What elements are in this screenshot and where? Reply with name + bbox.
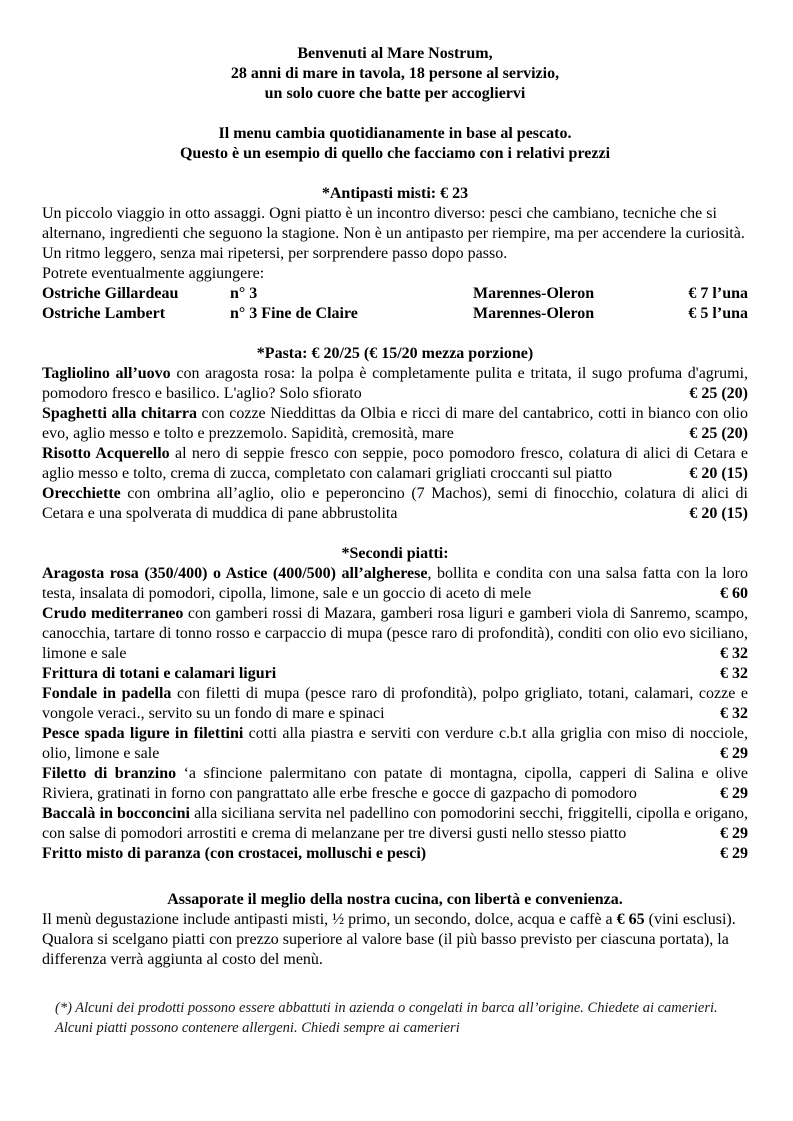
dish-description: con gamberi rossi di Mazara, gamberi rosa liguri e gamberi viola di Sanremo, scampo, canocchia, tartare di tonno rosso e carpaccio di mupa (pesce raro di profondità), conditi con olio evo siciliano, limone e sale (42, 605, 749, 662)
oyster-detail: n° 3 Fine de Claire (230, 305, 358, 322)
dish-pesce-spada (42, 724, 748, 764)
dish-name: Orecchiette (42, 485, 121, 502)
dish-description: con filetti di mupa (pesce raro di profondità), polpo grigliato, totani, calamari, cozze e vongole veraci., servito su un fondo di mare e spinaci (42, 685, 749, 722)
dish-price: € 60 (720, 585, 748, 602)
degustazione-text-after: (vini esclusi). Qualora si scelgano piatti con prezzo superiore al valore base (il più basso previsto per ciascuna portata), la differenza verrà aggiunta al costo del menù. (42, 911, 736, 968)
dish-name: Spaghetti alla chitarra (42, 405, 197, 422)
welcome-line-1: Benvenuti al Mare Nostrum, (297, 45, 493, 62)
dish-description: , bollita e condita con una salsa fatta con la loro testa, insalata di pomodori, cipolla, limone, sale e un goccio di aceto di mele (42, 565, 748, 602)
dish-description: con ombrina all’aglio, olio e peperoncino (7 Machos), semi di finocchio, colatura di alici di Cetara e una spolverata di muddica di pane abbrustolita (42, 485, 748, 522)
dish-name: Filetto di branzino (42, 765, 177, 782)
dish-price: € 29 (720, 845, 748, 862)
pasta-heading: *Pasta: € 20/25 (€ 15/20 mezza porzione) (256, 345, 534, 362)
dish-description: cotti alla piastra e serviti con verdure c.b.t alla griglia con miso di nocciole, olio, limone e sale (42, 725, 749, 762)
dish-fondale-padella (42, 684, 748, 724)
dish-spaghetti-chitarra (42, 404, 748, 444)
oyster-price: € 5 l’una (688, 305, 748, 322)
dish-description: con aragosta rosa: la polpa è completamente pulita e tritata, il sugo profuma d'agrumi, pomodoro fresco e basilico. L'aglio? Solo sfiorato (42, 365, 749, 402)
dish-price: € 29 (720, 745, 748, 762)
menu-intro (42, 124, 748, 164)
dish-name: Frittura di totani e calamari liguri (42, 665, 277, 682)
dish-filetto-branzino (42, 764, 748, 804)
oyster-row-lambert (42, 304, 748, 324)
welcome-line-2: 28 anni di mare in tavola, 18 persone al servizio, (230, 65, 560, 82)
antipasti-heading: *Antipasti misti: € 23 (321, 185, 469, 202)
antipasti-description: Un piccolo viaggio in otto assaggi. Ogni piatto è un incontro diverso: pesci che cambiano, tecniche che si alternano, ingredienti che seguono la stagione. Non è un antipasto per riempire, ma per accendere la curiosità. Un ritmo leggero, senza mai ripetersi, per sorprendere passo dopo passo. (42, 205, 745, 262)
secondi-heading: *Secondi piatti: (341, 545, 449, 562)
antipasti-addon-note: Potrete eventualmente aggiungere: (42, 265, 265, 282)
dish-baccala-bocconcini (42, 804, 748, 844)
dish-price: € 25 (20) (689, 425, 748, 442)
intro-line-1: Il menu cambia quotidianamente in base al pescato. (218, 125, 572, 142)
dish-price: € 25 (20) (689, 385, 748, 402)
dish-name: Risotto Acquerello (42, 445, 170, 462)
dish-name: Aragosta rosa (350/400) o Astice (400/500) all’algherese (42, 565, 428, 582)
dish-name: Pesce spada ligure in filettini (42, 725, 244, 742)
dish-price: € 32 (720, 645, 748, 662)
oyster-detail: n° 3 (230, 285, 258, 302)
dish-price: € 32 (720, 665, 748, 682)
oyster-name: Ostriche Gillardeau (42, 285, 179, 302)
dish-frittura-totani (42, 664, 748, 684)
intro-line-2: Questo è un esempio di quello che facciamo con i relativi prezzi (179, 145, 611, 162)
degustazione-paragraph (42, 910, 748, 970)
oyster-name: Ostriche Lambert (42, 305, 166, 322)
dish-name: Tagliolino all’uovo (42, 365, 171, 382)
dish-tagliolino (42, 364, 748, 404)
dish-name: Fritto misto di paranza (con crostacei, molluschi e pesci) (42, 845, 427, 862)
dish-price: € 29 (720, 785, 748, 802)
oyster-origin: Marennes-Oleron (473, 305, 595, 322)
dish-name: Baccalà in bocconcini (42, 805, 190, 822)
dish-orecchiette (42, 484, 748, 524)
dish-description: con cozze Nieddittas da Olbia e ricci di mare del cantabrico, cotti in bianco con olio evo, aglio messo e tolto e prezzemolo. Sapidità, cremosità, mare (42, 405, 749, 442)
dish-aragosta-astice (42, 564, 748, 604)
welcome-line-3: un solo cuore che batte per accogliervi (264, 85, 526, 102)
dish-description: al nero di seppie fresco con seppie, poco pomodoro fresco, colatura di alici di Cetara e aglio messo e tolto, crema di zucca, completato con calamari grigliati croccanti sul piatto (42, 445, 749, 482)
dish-crudo-mediterraneo (42, 604, 748, 664)
dish-name: Fondale in padella (42, 685, 172, 702)
degustazione-price: € 65 (616, 911, 645, 928)
dish-description: alla siciliana servita nel padellino con pomodorini secchi, friggitelli, cipolla e origano, con salse di pomodori arrostiti e crema di melanzane per tre diversi gusti nello stesso piatto (42, 805, 749, 842)
oyster-row-gillardeau (42, 284, 748, 304)
dish-description: ‘a sfincione palermitano con patate di montagna, cipolla, capperi di Salina e olive Riviera, gratinati in forno con pangrattato alle erbe fresche e gocce di gazpacho di pomodoro (42, 765, 749, 802)
dish-fritto-misto-paranza (42, 844, 748, 864)
dish-price: € 20 (15) (689, 465, 748, 482)
dish-price: € 29 (720, 825, 748, 842)
oyster-origin: Marennes-Oleron (473, 285, 595, 302)
dish-price: € 32 (720, 705, 748, 722)
welcome-header (42, 44, 748, 104)
dish-price: € 20 (15) (689, 505, 748, 522)
oyster-price: € 7 l’una (688, 285, 748, 302)
degustazione-heading: Assaporate il meglio della nostra cucina, con libertà e convenienza. (167, 891, 623, 908)
dish-name: Crudo mediterraneo (42, 605, 184, 622)
degustazione-text-before: Il menù degustazione include antipasti misti, ½ primo, un secondo, dolce, acqua e caffè a (42, 911, 617, 928)
allergen-footnote: (*) Alcuni dei prodotti possono essere abbattuti in azienda o congelati in barca all’origine. Chiedete ai camerieri. Alcuni piatti possono contenere allergeni. Chiedi sempre ai camerieri (55, 1000, 718, 1036)
dish-risotto-acquerello (42, 444, 748, 484)
